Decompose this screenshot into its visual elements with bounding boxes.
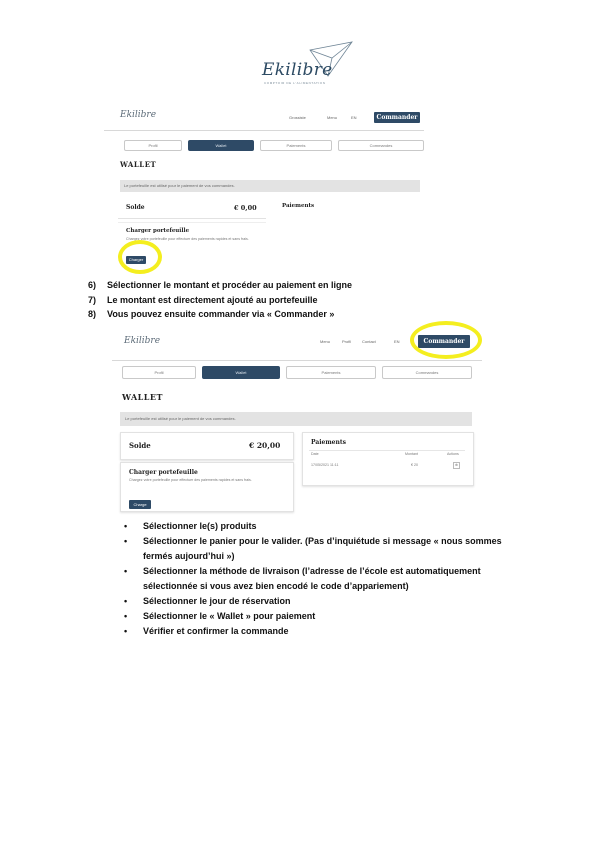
charge-card — [120, 462, 294, 512]
col-actions: Actions — [447, 452, 459, 456]
step-text: Le montant est directement ajouté au portefeuille — [107, 295, 318, 305]
tab-paiements[interactable]: Paiements — [286, 366, 376, 379]
bullet-dot: • — [124, 536, 128, 546]
payment-action-icon[interactable]: ⊕ — [455, 463, 459, 467]
header-brand[interactable]: Ekilibre — [120, 110, 157, 120]
page-title: WALLET — [120, 160, 157, 169]
logo-wordmark: Ekilibre — [262, 60, 333, 80]
bullet-dot: • — [124, 521, 128, 531]
screenshot-wallet-funded — [112, 322, 487, 517]
order-button[interactable]: Commander — [374, 112, 420, 123]
charge-description: Chargez votre portefeuille pour effectuer des paiements rapides et sans frais. — [129, 478, 252, 482]
bullet-dot: • — [124, 611, 128, 621]
balance-label: Solde — [129, 441, 151, 450]
language-select[interactable]: EN — [394, 339, 400, 344]
nav-link-grossiste[interactable]: Grossiste — [289, 115, 306, 120]
bullet-dot: • — [124, 566, 128, 576]
page-title: WALLET — [122, 392, 163, 402]
ekilibre-logo — [252, 40, 352, 100]
payments-label: Paiements — [282, 203, 315, 209]
screenshot-wallet-empty — [104, 102, 424, 282]
charge-title: Charger portefeuille — [126, 228, 190, 234]
highlight-circle — [410, 321, 482, 359]
info-banner: Le portefeuille est utilisé pour le paiement de vos commandes. — [120, 412, 472, 426]
tab-wallet[interactable]: Wallet — [188, 140, 254, 151]
col-amount: Montant — [405, 452, 418, 456]
bullet-dot: • — [124, 626, 128, 636]
tab-profil[interactable]: Profil — [124, 140, 182, 151]
step-text: Vous pouvez ensuite commander via « Commander » — [107, 309, 335, 319]
charge-title: Charger portefeuille — [129, 469, 198, 476]
bullet-text: Sélectionner le panier pour le valider. (Pas d’inquiétude si message « nous sommes fermés aujourd’hui ») — [143, 536, 502, 561]
bullet-dot: • — [124, 596, 128, 606]
language-select[interactable]: EN — [351, 115, 357, 120]
payment-date: 17/05/2021 11:11 — [311, 463, 339, 467]
header-divider — [104, 130, 424, 131]
tab-commandes[interactable]: Commandes — [382, 366, 472, 379]
step-number: 8) — [88, 309, 97, 319]
nav-link-menu[interactable]: Menu — [320, 339, 331, 344]
balance-value: € 0,00 — [234, 204, 257, 212]
charge-button[interactable]: Charger — [126, 256, 146, 264]
charge-description: Chargez votre portefeuille pour effectuer des paiements rapides et sans frais. — [126, 237, 249, 241]
header-brand[interactable]: Ekilibre — [124, 336, 161, 346]
order-button[interactable]: Commander — [418, 335, 470, 348]
balance-value: € 20,00 — [249, 441, 281, 450]
payment-amount: € 20 — [411, 463, 418, 467]
step-text: Sélectionner le montant et procéder au paiement en ligne — [107, 280, 353, 290]
logo-tagline: COMPTOIR DE L'ALIMENTATION — [264, 81, 326, 85]
step-number: 6) — [88, 280, 97, 290]
bullet-text: Vérifier et confirmer la commande — [143, 626, 289, 636]
nav-link-contact[interactable]: Contact — [362, 339, 376, 344]
tab-wallet[interactable]: Wallet — [202, 366, 280, 379]
tab-paiements[interactable]: Paiements — [260, 140, 332, 151]
bullet-text: Sélectionner le(s) produits — [143, 521, 257, 531]
payments-divider — [309, 450, 465, 451]
nav-link-profil[interactable]: Profil — [342, 339, 352, 344]
info-banner: Le portefeuille est utilisé pour le paiement de vos commandes. — [120, 180, 420, 192]
tab-commandes[interactable]: Commandes — [338, 140, 424, 151]
step-number: 7) — [88, 295, 97, 305]
header-divider — [112, 360, 482, 361]
bullet-text: Sélectionner la méthode de livraison (l’adresse de l’école est automatiquement sélectionnée si vous avez bien encodé le code d’appariement) — [143, 566, 481, 591]
col-date: Date — [311, 452, 319, 456]
nav-link-menu[interactable]: Menu — [327, 115, 338, 120]
balance-card — [118, 196, 266, 219]
payments-label: Paiements — [311, 439, 347, 446]
bullet-text: Sélectionner le « Wallet » pour paiement — [143, 611, 316, 621]
payments-card — [302, 432, 474, 486]
bullet-text: Sélectionner le jour de réservation — [143, 596, 291, 606]
balance-card — [120, 432, 294, 460]
balance-label: Solde — [126, 204, 145, 211]
highlight-circle — [118, 240, 162, 274]
tab-profil[interactable]: Profil — [122, 366, 196, 379]
charge-button[interactable]: Charge — [129, 500, 151, 509]
